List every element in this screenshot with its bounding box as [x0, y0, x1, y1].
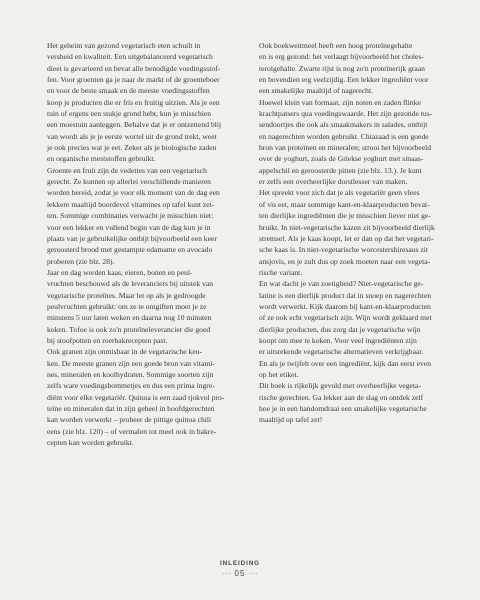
text-line: fen. Voor groenten ga je naar de markt of de groenteboer [47, 75, 220, 85]
text-line: plaats van je gebruikelijke ontbijt bijvoorbeeld een keer [47, 233, 217, 243]
text-line: Dit boek is rijkelijk gevuld met overheerlijke vegeta- [259, 381, 421, 391]
text-line: er zelfs een overheerlijke dorstlesser van maken. [259, 177, 408, 187]
text-line: versheid en kwaliteit. Een uitgebalanceerd vegetarisch [47, 52, 213, 62]
paragraph [36, 267, 234, 346]
text-line: sche kaas is. In niet-vegetarische worcestershiresaus zit [259, 245, 429, 255]
text-line: Ook granen zijn onmisbaar in de vegetarische keu- [47, 347, 203, 357]
text-line: en bovendien erg veelzijdig. Een lekker ingrediënt voor [259, 75, 429, 85]
text-line: koken. Tofoe is ook zo'n proteïneleverancier die goed [47, 324, 211, 334]
text-line: En als je twijfelt over een ingrediënt, kijk dan eerst even [259, 358, 432, 368]
text-line: teïne en mineralen dat in zijn geheel in hoofdgerechten [47, 404, 215, 413]
text-line: koopt om mee te koken. Voor veel ingrediënten zijn [259, 335, 417, 345]
paragraph [36, 346, 234, 448]
text-line: en is erg gezond: het verlaagt bijvoorbeeld het choles- [259, 52, 424, 62]
text-line: ten dierlijke ingrediënten die je misschien liever niet ge- [259, 211, 431, 221]
paragraph [36, 40, 234, 165]
text-line: je ook precies wat je eet. Zeker als je biologische zaden [47, 143, 217, 153]
text-line: minstens 5 uur laten weken en daarna nog 10 minuten [47, 313, 212, 323]
text-line: een smakelijke maaltijd of nagerecht. [259, 86, 374, 96]
text-line: nes, mineralen en koolhydraten. Sommige soorten zijn [47, 369, 214, 379]
text-line: voor een lekker en vullend begin van de dag kun je in [47, 222, 211, 232]
text-line: op het etiket. [259, 369, 299, 379]
text-line: Ook boekweitmeel heeft een hoog proteïnegehalte [259, 41, 413, 50]
text-line: er uitstekende vegetarische alternatieven verkrijgbaar. [259, 347, 424, 357]
text-line: dierlijke producten, dus zorg dat je vegetarische wijn [259, 324, 421, 334]
text-line: gerecht. Ze kunnen op allerlei verschillende manieren [47, 177, 211, 187]
paragraph [248, 187, 446, 278]
text-line: Het spreekt voor zich dat je als vegetariër geen vlees [259, 188, 420, 198]
text-line: of vis eet, maar sommige kant-en-klaarproducten bevat- [259, 199, 430, 209]
paragraph [248, 40, 446, 97]
text-line: hoe je in een handomdraai een smakelijke vegetarische [259, 404, 427, 413]
text-line: tuin of ergens een stukje grond hebt, kun je misschien [47, 109, 212, 119]
text-line: Het geheim van gezond vegetarisch eten schuilt in [47, 41, 201, 50]
text-line: en nagerechten worden gebruikt. Chiazaad is een goede [259, 131, 429, 141]
text-line: rische gerechten. Ga lekker aan de slag en ontdek zelf [259, 392, 424, 402]
text-line: appelschil en geroosterde pitten (zie blz. 13.). Je kunt [259, 165, 422, 175]
paragraph [248, 278, 446, 380]
section-label: INLEIDING [220, 560, 260, 567]
text-line: maaltijd op tafel zet! [259, 415, 323, 425]
text-line: cepten kan worden gebruikt. [47, 438, 134, 448]
text-line: vegetarische proteïnes. Maar let op als je gedroogde [47, 290, 206, 300]
text-line: peulvruchten gebruikt: om ze te ontgiften moet je ze [47, 301, 207, 311]
left-text-column [36, 40, 234, 448]
text-line: terolgehalte. Zwarte rijst is nog zo'n proteïnerijk graan [259, 63, 425, 73]
text-line: ken. De meeste granen zijn een goede bron van vitami- [47, 358, 215, 368]
text-line: stremsel. Als je kaas koopt, let er dan op dat het vegetari- [259, 233, 434, 243]
text-line: geroosterd brood met gestampte edamame en avocado [47, 245, 213, 255]
text-line: eens (zie blz. 120) – of vermalen tot meel ook in bakre- [47, 426, 217, 436]
text-line: En wat dacht je van zoetigheid? Niet-vegetarische ge- [259, 279, 424, 289]
text-line: bron van proteïnen en mineralen; strooi het bijvoorbeeld [259, 143, 432, 153]
paragraph [36, 165, 234, 267]
text-line: ten. Sommige combinaties verwacht je misschien niet: [47, 211, 214, 221]
text-line: rische variant. [259, 267, 303, 277]
text-line: over de yoghurt, zoals de Griekse yoghurt met sinaas- [259, 154, 424, 164]
text-line: wordt verwerkt. Kijk daarom bij kant-en-klaarproducten [259, 301, 431, 311]
text-line: of ze ook echt vegetarisch zijn. Wijn wordt geklaard met [259, 313, 432, 323]
paragraph [248, 380, 446, 425]
text-line: van wordt als je je eerste wortel uit de grond trekt, weet [47, 131, 217, 141]
text-line: bruikt. In niet-vegetarische kazen zit bijvoorbeeld dierlijk [259, 222, 435, 232]
text-line: kan worden verwerkt – probeer de pittige quinoa chili [47, 415, 212, 425]
text-line: krachtpatsers qua voedingswaarde. Het zijn gezonde tus- [259, 109, 433, 119]
ornament-dots-right: ··· [248, 569, 259, 578]
text-line: en organische meststoffen gebruikt. [47, 154, 156, 164]
right-text-column [248, 40, 446, 426]
text-line: lekkere maaltijd boordevol vitamines op tafel kunt zet- [47, 199, 215, 209]
text-line: diënt voor elke vegetariër. Quinoa is een zaad tjokvol pro- [47, 392, 225, 402]
text-line: Jaar en dag werden kaas, eieren, bonen en peul- [47, 267, 193, 277]
text-line: koop je producten die er fris en fruitig uitzien. Als je een [47, 97, 220, 107]
text-line: vruchten beschouwd als de leveranciers bij uitstek van [47, 279, 214, 289]
text-line: zelfs ware voedingsbommetjes en dus een prima ingre- [47, 381, 215, 391]
text-line: proberen (zie blz. 28). [47, 256, 115, 266]
text-line: en voor de beste smaak en de meeste voedingsstoffen [47, 86, 210, 96]
page-number: 05 [234, 569, 246, 578]
text-line: Groente en fruit zijn de vedettes van een vegetarisch [47, 165, 207, 175]
text-line: ansjovis, en je zult dus op zoek moeten naar een vegeta- [259, 256, 431, 266]
text-line: Hoewel klein van formaat, zijn noten en zaden flinke [259, 97, 421, 107]
page-number-line [0, 569, 480, 578]
text-line: sendoortjes die ook als smaakmakers in salades, ontbijt [259, 120, 428, 130]
text-line: bij stoofpotten en roerbakrecepten past. [47, 335, 168, 345]
paragraph [248, 97, 446, 188]
ornament-dots-left: ··· [221, 569, 232, 578]
text-line: dieet is gevarieerd en bevat alle benodigde voedingsstof- [47, 63, 221, 73]
text-line: een moestuin aanleggen. Behalve dat je er ontzettend blij [47, 120, 222, 130]
text-line: worden bereid, zodat je voor elk moment van de dag een [47, 188, 220, 198]
text-line: latine is een dierlijk product dat in snoep en nagerechten [259, 290, 432, 300]
